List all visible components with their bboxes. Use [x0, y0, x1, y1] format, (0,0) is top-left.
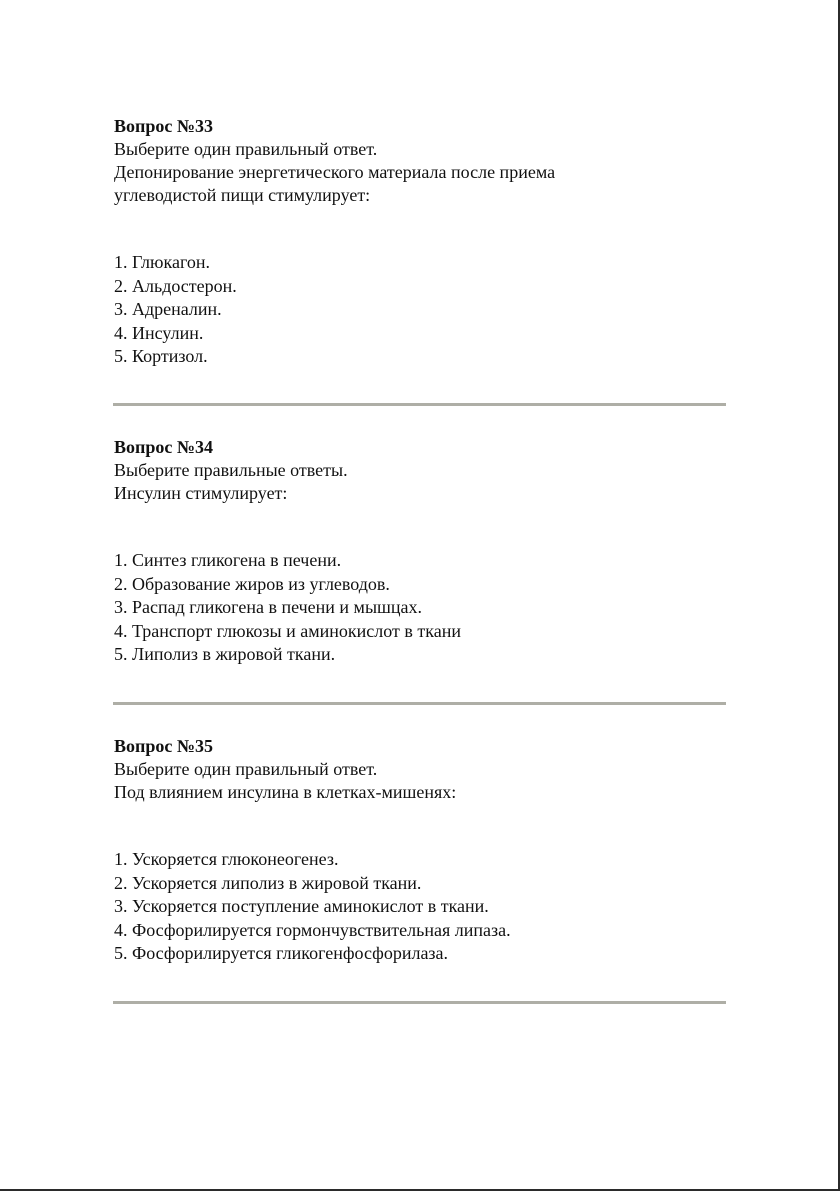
question-divider: [113, 403, 726, 406]
answer-option: 3. Адреналин.: [114, 299, 222, 319]
answer-option: 3. Ускоряется поступление аминокислот в ткани.: [114, 896, 489, 916]
question-34: [114, 436, 726, 667]
question-35: [114, 735, 726, 966]
answer-option: 2. Альдостерон.: [114, 275, 237, 296]
question-text-line: углеводистой пищи стимулирует:: [114, 185, 371, 205]
answer-options: [114, 848, 726, 966]
answer-options: [114, 251, 726, 369]
answer-option: 2. Образование жиров из углеводов.: [114, 573, 390, 594]
answer-option: 4. Транспорт глюкозы и аминокислот в ткани: [114, 620, 461, 641]
question-33: [114, 115, 726, 369]
question-title: Вопрос №35: [114, 736, 213, 756]
question-instruction: Выберите один правильный ответ.: [114, 759, 378, 779]
answer-options: [114, 549, 726, 667]
question-instruction: Выберите один правильный ответ.: [114, 139, 378, 159]
question-divider: [113, 702, 726, 705]
question-title: Вопрос №33: [114, 116, 213, 136]
answer-option: 5. Кортизол.: [114, 346, 208, 366]
question-instruction: Выберите правильные ответы.: [114, 460, 348, 480]
answer-option: 1. Синтез гликогена в печени.: [114, 550, 342, 570]
answer-option: 1. Глюкагон.: [114, 252, 211, 272]
answer-option: 3. Распад гликогена в печени и мышцах.: [114, 597, 423, 617]
answer-option: 5. Фосфорилируется гликогенфосфорилаза.: [114, 943, 449, 963]
question-title: Вопрос №34: [114, 437, 213, 457]
answer-option: 2. Ускоряется липолиз в жировой ткани.: [114, 872, 422, 893]
answer-option: 1. Ускоряется глюконеогенез.: [114, 849, 339, 869]
question-text-line: Депонирование энергетического материала после приема: [114, 162, 556, 182]
question-text-line: Под влиянием инсулина в клетках-мишенях:: [114, 782, 457, 802]
answer-option: 5. Липолиз в жировой ткани.: [114, 644, 336, 664]
answer-option: 4. Фосфорилируется гормончувствительная липаза.: [114, 919, 511, 940]
question-text-line: Инсулин стимулирует:: [114, 483, 288, 503]
question-divider: [113, 1001, 726, 1004]
answer-option: 4. Инсулин.: [114, 322, 204, 343]
